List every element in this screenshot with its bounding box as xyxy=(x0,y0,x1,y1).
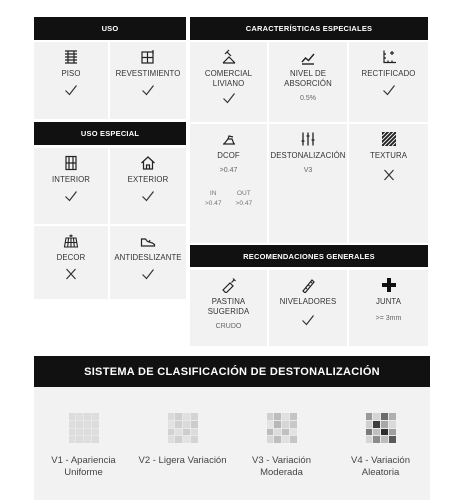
dcof-out-label: OUT xyxy=(236,190,251,197)
uso-decor-cell xyxy=(34,226,108,299)
trowel-icon xyxy=(221,277,237,293)
shade-tile xyxy=(175,429,182,436)
shade-tile xyxy=(84,436,91,443)
dcof-label: DCOF xyxy=(217,151,240,160)
commercial-icon xyxy=(221,49,237,65)
shade-tile xyxy=(389,429,396,436)
shade-tile xyxy=(76,429,83,436)
cross-icon xyxy=(382,169,396,181)
junta-label: JUNTA xyxy=(375,297,402,306)
textura-cell xyxy=(349,124,428,243)
recomendaciones-header: RECOMENDACIONES GENERALES xyxy=(190,245,428,267)
uso-header: USO xyxy=(34,17,186,40)
shade-tile xyxy=(274,429,281,436)
shade-tile xyxy=(282,436,289,443)
shade-tile xyxy=(274,436,281,443)
shade-tile xyxy=(381,429,388,436)
shade-tile xyxy=(366,436,373,443)
pastina-value: CRUDO xyxy=(215,323,242,330)
shade-tile xyxy=(92,429,99,436)
shade-tile xyxy=(290,421,297,428)
sistema-panel xyxy=(34,387,430,500)
uso-decor-label: DECOR xyxy=(56,253,86,262)
shade-tile xyxy=(175,436,182,443)
uso-interior-label: INTERIOR xyxy=(51,175,91,184)
sistema-item-v4 xyxy=(331,413,430,479)
shade-tile xyxy=(168,421,175,428)
shade-tile xyxy=(274,421,281,428)
sistema-item-label: V2 - Ligera Variación xyxy=(138,455,227,466)
dcof-icon xyxy=(221,131,237,147)
uso-piso-label: PISO xyxy=(61,69,81,78)
shade-tile xyxy=(381,421,388,428)
plus-icon xyxy=(381,277,397,293)
destonalizacion-label: DESTONALIZACIÓN xyxy=(270,151,346,160)
check-icon xyxy=(141,190,155,202)
absorcion-cell xyxy=(269,42,347,122)
shade-tile xyxy=(183,421,190,428)
shade-tile xyxy=(183,413,190,420)
uso-interior-cell xyxy=(34,148,108,224)
junta-value: >= 3mm xyxy=(375,315,402,322)
shade-tile xyxy=(69,429,76,436)
check-icon xyxy=(222,92,236,104)
comercial-label-2: LIVIANO xyxy=(212,79,245,88)
shade-tile xyxy=(290,436,297,443)
check-icon xyxy=(141,84,155,96)
shade-tile xyxy=(84,429,91,436)
wall-tiles-icon xyxy=(140,49,156,65)
shade-swatch-v2 xyxy=(168,413,198,443)
shade-tile xyxy=(290,429,297,436)
shade-tile xyxy=(92,413,99,420)
dcof-cell xyxy=(190,124,267,243)
sistema-item-v2 xyxy=(133,413,232,467)
shade-tile xyxy=(267,429,274,436)
door-icon xyxy=(63,155,79,171)
shade-tile xyxy=(92,421,99,428)
shade-tile xyxy=(92,436,99,443)
shade-tile xyxy=(366,413,373,420)
shade-tile xyxy=(267,436,274,443)
shade-tile xyxy=(191,429,198,436)
pastina-label-1: PASTINA xyxy=(211,297,246,306)
shade-tile xyxy=(282,413,289,420)
niveladores-cell xyxy=(269,270,347,346)
shade-tile xyxy=(76,413,83,420)
sistema-item-label: V4 - Variación Aleatoria xyxy=(351,455,410,478)
uso-especial-header: USO ESPECIAL xyxy=(34,122,186,145)
shade-tile xyxy=(168,429,175,436)
uso-exterior-label: EXTERIOR xyxy=(127,175,169,184)
shade-tile xyxy=(282,421,289,428)
dcof-in-out xyxy=(205,189,252,209)
rectificado-cell xyxy=(349,42,428,122)
sistema-header: SISTEMA DE CLASIFICACIÓN DE DESTONALIZACIÓN xyxy=(34,356,430,387)
shade-tile xyxy=(389,421,396,428)
dcof-in-label: IN xyxy=(209,190,217,197)
sistema-item-label: V3 - Variación Moderada xyxy=(252,455,311,478)
shade-tile xyxy=(290,413,297,420)
dcof-out-value: >0.47 xyxy=(235,200,253,207)
sistema-item-v1 xyxy=(34,413,133,479)
check-icon xyxy=(64,84,78,96)
uso-revestimiento-label: REVESTIMIENTO xyxy=(115,69,181,78)
check-icon xyxy=(382,84,396,96)
shoe-icon xyxy=(140,233,156,249)
decor-icon xyxy=(63,233,79,249)
shade-tile xyxy=(69,413,76,420)
shade-tile xyxy=(373,436,380,443)
absorcion-value: 0.5% xyxy=(300,95,316,102)
shade-tile xyxy=(381,436,388,443)
shade-tile xyxy=(191,413,198,420)
shade-tile xyxy=(183,436,190,443)
shade-swatch-v4 xyxy=(366,413,396,443)
shade-tile xyxy=(191,421,198,428)
shade-tile xyxy=(366,429,373,436)
uso-piso-cell xyxy=(34,42,108,119)
shade-tile xyxy=(366,421,373,428)
house-icon xyxy=(140,155,156,171)
floor-tiles-icon xyxy=(63,49,79,65)
shade-tile xyxy=(267,421,274,428)
shade-tile xyxy=(76,421,83,428)
rectificado-label: RECTIFICADO xyxy=(361,69,416,78)
comercial-label-1: COMERCIAL xyxy=(204,69,253,78)
shade-tile xyxy=(389,436,396,443)
uso-revestimiento-cell xyxy=(110,42,186,119)
shade-tile xyxy=(69,436,76,443)
sistema-item-v3 xyxy=(232,413,331,479)
shade-tile xyxy=(69,421,76,428)
absorcion-label-1: NIVEL DE xyxy=(289,69,327,78)
check-icon xyxy=(141,268,155,280)
shade-tile xyxy=(373,429,380,436)
shade-swatch-v1 xyxy=(69,413,99,443)
leveler-icon xyxy=(300,277,316,293)
shade-tile xyxy=(84,413,91,420)
dcof-value: >0.47 xyxy=(219,167,238,174)
shade-tile xyxy=(84,421,91,428)
shade-tile xyxy=(76,436,83,443)
shade-tile xyxy=(175,421,182,428)
destonalizacion-value: V3 xyxy=(303,167,313,174)
textura-label: TEXTURA xyxy=(369,151,408,160)
pastina-label-2: SUGERIDA xyxy=(207,307,250,316)
junta-cell xyxy=(349,270,428,346)
uso-antideslizante-label: ANTIDESLIZANTE xyxy=(114,253,182,262)
shade-tile xyxy=(183,429,190,436)
absorption-chart-icon xyxy=(300,49,316,65)
niveladores-label: NIVELADORES xyxy=(279,297,337,306)
sistema-item-label: V1 - Apariencia Uniforme xyxy=(51,455,116,478)
cross-icon xyxy=(64,268,78,280)
shade-tile xyxy=(175,413,182,420)
shade-swatch-v3 xyxy=(267,413,297,443)
shade-tile xyxy=(373,421,380,428)
shade-tile xyxy=(168,436,175,443)
shade-tile xyxy=(274,413,281,420)
check-icon xyxy=(301,314,315,326)
ruler-angle-icon xyxy=(381,49,397,65)
destonalizacion-cell xyxy=(269,124,347,243)
sliders-icon xyxy=(300,131,316,147)
shade-tile xyxy=(191,436,198,443)
check-icon xyxy=(64,190,78,202)
uso-antideslizante-cell xyxy=(110,226,186,299)
absorcion-label-2: ABSORCIÓN xyxy=(284,79,332,88)
shade-tile xyxy=(282,429,289,436)
shade-tile xyxy=(267,413,274,420)
uso-exterior-cell xyxy=(110,148,186,224)
texture-icon xyxy=(381,131,397,147)
caracteristicas-header: CARACTERÍSTICAS ESPECIALES xyxy=(190,17,428,40)
pastina-cell xyxy=(190,270,267,346)
shade-tile xyxy=(389,413,396,420)
shade-tile xyxy=(381,413,388,420)
shade-tile xyxy=(373,413,380,420)
dcof-in-value: >0.47 xyxy=(204,200,222,207)
comercial-cell xyxy=(190,42,267,122)
shade-tile xyxy=(168,413,175,420)
